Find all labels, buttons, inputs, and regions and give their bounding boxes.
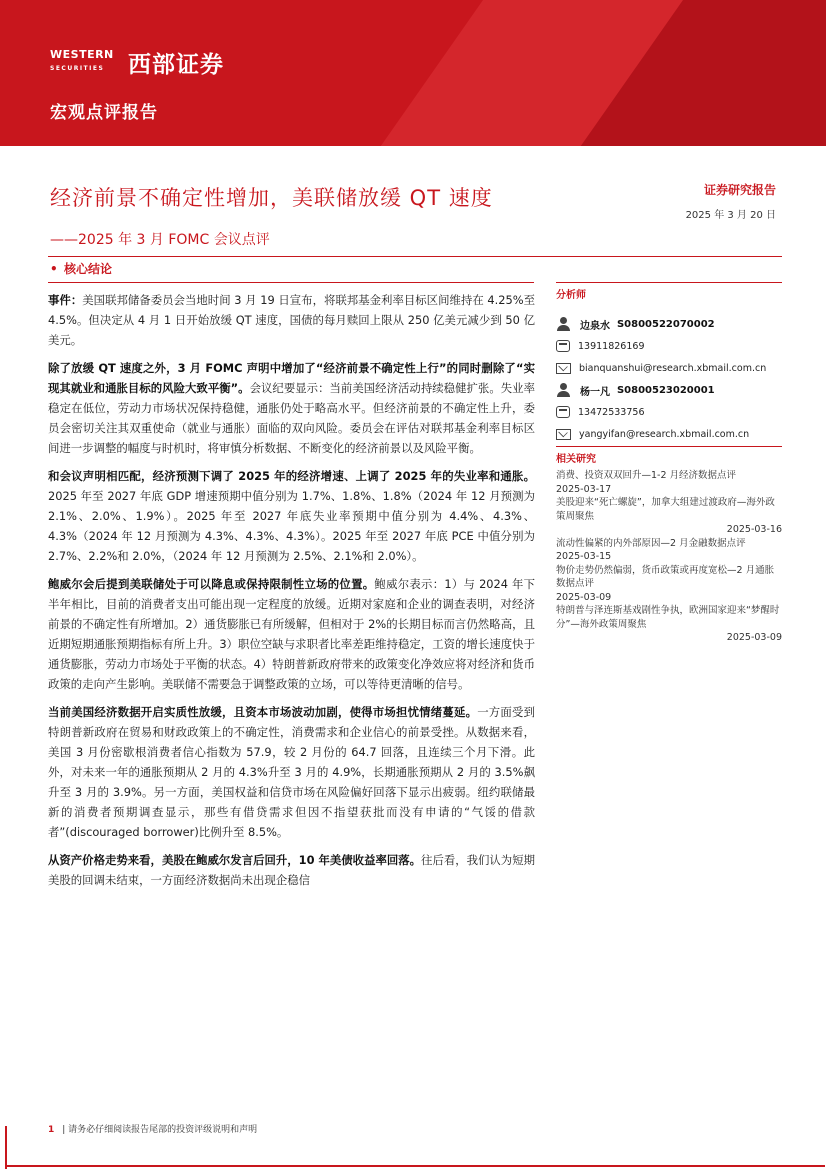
email-row <box>556 425 782 443</box>
related-item[interactable] <box>556 537 782 564</box>
main-body <box>48 290 535 898</box>
related-date: 2025-03-15 <box>556 551 612 562</box>
paragraph <box>48 702 535 842</box>
person-icon <box>556 317 572 331</box>
mail-icon <box>556 429 571 440</box>
analyst-cert: S0800523020001 <box>616 384 715 396</box>
report-type: 宏观点评报告 <box>50 103 158 123</box>
paragraph-lead: 除了放缓 QT 速度之外，3 月 FOMC 声明中增加了“经济前景不确定性上行”的同时删除了“实现其就业和通胀目标的风险大致平衡”。 <box>48 361 535 395</box>
related-title: 特朗普与泽连斯基戏剧性争执，欧洲国家迎来“梦醒时分”—海外政策周聚焦 <box>556 605 780 630</box>
document-kind: 证券研究报告 <box>703 183 776 197</box>
email-row <box>556 359 782 377</box>
phone-icon <box>556 406 570 418</box>
title-divider <box>48 256 782 257</box>
related-research-panel <box>556 446 782 645</box>
paragraph-text: 鲍威尔表示：1）与 2024 年下半年相比，目前的消费者支出可能出现一定程度的放缓。近期对家庭和企业的调查表明，对经济前景的不确定性有所增加。2）通货膨胀已有所缓解，但相对于 2%的长期目标而言仍然略高，且近期短期通胀预期指标有所上升。3）职位空缺与求职者比率差距维持稳定，工资的增长速度快于通货膨胀，劳动力市场处于平衡的状态。4）特朗普新政府带来的政策变化净效应将对经济和货币政策的走向产生影响。美联储不需要急于调整政策的立场，可以等待更清晰的信号。 <box>48 577 535 691</box>
page-footer <box>48 1122 257 1135</box>
section-label <box>50 260 112 277</box>
paragraph <box>48 290 535 350</box>
paragraph-lead: 和会议声明相匹配，经济预测下调了 2025 年的经济增速、上调了 2025 年的失业率和通胀。 <box>48 469 535 483</box>
analyst-heading: 分析师 <box>556 282 782 301</box>
analyst-phone: 13911826169 <box>578 340 645 352</box>
related-date: 2025-03-09 <box>556 591 612 603</box>
paragraph <box>48 574 535 694</box>
paragraph-text: 2025 年至 2027 年底 GDP 增速预期中值分别为 1.7%、1.8%、1.8%（2024 年 12 月预测为 2.1%、2.0%、1.9%）。2025 年至 2027 年底失业率预期中值分别为 4.4%、4.3%、4.3%（2024 年 12 月预测为 4.3%、4.3%、4.3%）。2025 年至 2027 年底 PCE 中值分别为 2.7%、2.2%和 2.0%，（2024 年 12 月预测为 2.5%、2.1%和 2.0%）。 <box>48 489 535 563</box>
paragraph-lead: 从资产价格走势来看，美股在鲍威尔发言后回升，10 年美债收益率回落。 <box>48 853 422 867</box>
footer-disclaimer: | 请务必仔细阅读报告尾部的投资评级说明和声明 <box>62 1125 258 1135</box>
related-date: 2025-03-09 <box>726 632 782 643</box>
analyst-email[interactable]: yangyifan@research.xbmail.com.cn <box>579 428 750 440</box>
paragraph-lead: 鲍威尔会后提到美联储处于可以降息或保持限制性立场的位置。 <box>48 577 375 591</box>
report-subtitle: ——2025 年 3 月 FOMC 会议点评 <box>50 232 270 248</box>
paragraph-lead: 当前美国经济数据开启实质性放缓，且资本市场波动加剧，使得市场担忧情绪蔓延。 <box>48 705 478 719</box>
footer-decoration <box>5 1165 825 1167</box>
paragraph <box>48 466 535 566</box>
related-title: 美股迎来“死亡螺旋”，加拿大组建过渡政府—海外政策周聚焦 <box>556 497 775 522</box>
section-label-text: 核心结论 <box>64 262 113 276</box>
related-date: 2025-03-17 <box>556 483 612 495</box>
phone-row <box>556 403 782 421</box>
logo-english <box>50 49 126 75</box>
footer-decoration <box>5 1126 7 1169</box>
report-header-banner <box>0 0 826 146</box>
related-title: 消费、投资双双回升—1-2 月经济数据点评 <box>556 470 737 481</box>
paragraph-lead: 事件： <box>48 293 83 307</box>
logo-chinese: 西部证券 <box>128 51 224 78</box>
phone-icon <box>556 340 570 352</box>
related-item[interactable] <box>556 604 782 645</box>
analyst-cert: S0800522070002 <box>616 318 715 330</box>
analyst-name-row <box>556 315 782 333</box>
paragraph-text: 往后看，我们认为短期美股的回调未结束，一方面经济数据尚未出现企稳信 <box>48 853 535 887</box>
analyst-name-row <box>556 381 782 399</box>
report-title: 经济前景不确定性增加，美联储放缓 QT 速度 <box>50 186 493 210</box>
related-item[interactable] <box>556 469 782 496</box>
analyst-panel <box>556 282 782 443</box>
paragraph <box>48 358 535 458</box>
logo-en-small-text: SECURITIES <box>50 65 105 72</box>
company-logo <box>50 44 224 80</box>
related-date: 2025-03-16 <box>726 524 782 535</box>
person-icon <box>556 383 572 397</box>
document-date: 2025 年 3 月 20 日 <box>685 210 776 221</box>
analyst-name: 边泉水 <box>580 320 610 332</box>
section-divider <box>48 282 534 283</box>
analyst-name: 杨一凡 <box>580 386 610 398</box>
related-title: 流动性偏紧的内外部原因—2 月金融数据点评 <box>556 537 746 549</box>
analyst-email[interactable]: bianquanshui@research.xbmail.com.cn <box>579 362 767 374</box>
related-heading: 相关研究 <box>556 446 782 465</box>
related-item[interactable] <box>556 496 782 537</box>
paragraph-text: 一方面受到特朗普新政府在贸易和财政政策上的不确定性，消费需求和企业信心的前景受挫。从数据来看，美国 3 月份密歇根消费者信心指数为 57.9，较 2 月份的 64.7 回落，且连续三个月下滑。此外，对未来一年的通胀预期从 2 月的 4.3%升至 3 月的 4.9%，长期通胀预期从 2 月的 3.5%飙升至 3 月的 3.9%。另一方面，美国权益和信贷市场在风险偏好回落下显示出疲弱。纽约联储最新的消费者预期调查显示，那些有借贷需求但因不指望获批而没有申请的“气馁的借款者”(discouraged borrower)比例升至 8.5%。 <box>48 705 535 839</box>
logo-en-text: WESTERN <box>50 48 114 61</box>
paragraph-text: 美国联邦储备委员会当地时间 3 月 19 日宣布，将联邦基金利率目标区间维持在 4.25%至 4.5%。但决定从 4 月 1 日开始放缓 QT 速度，国债的每月赎回上限从 250 亿美元减少到 50 亿美元。 <box>48 293 535 347</box>
paragraph-text: 会议纪要显示：当前美国经济活动持续稳健扩张。失业率稳定在低位，劳动力市场状况保持稳健，通胀仍处于略高水平。但经济前景的不确定性上升，委员会密切关注其双重使命（就业与通胀）面临的双向风险。委员会在评估对联邦基金利率目标区间进一步调整的幅度与时机时，将审慎分析数据、不断变化的经济前景以及风险平衡。 <box>48 381 535 455</box>
analyst-phone: 13472533756 <box>578 406 645 418</box>
related-item[interactable] <box>556 564 782 605</box>
phone-row <box>556 337 782 355</box>
related-title: 物价走势仍然偏弱，货币政策或再度宽松—2 月通胀数据点评 <box>556 564 775 589</box>
mail-icon <box>556 363 571 374</box>
bullet-icon: • <box>50 262 58 276</box>
page-number: 1 <box>48 1125 55 1135</box>
paragraph <box>48 850 535 890</box>
